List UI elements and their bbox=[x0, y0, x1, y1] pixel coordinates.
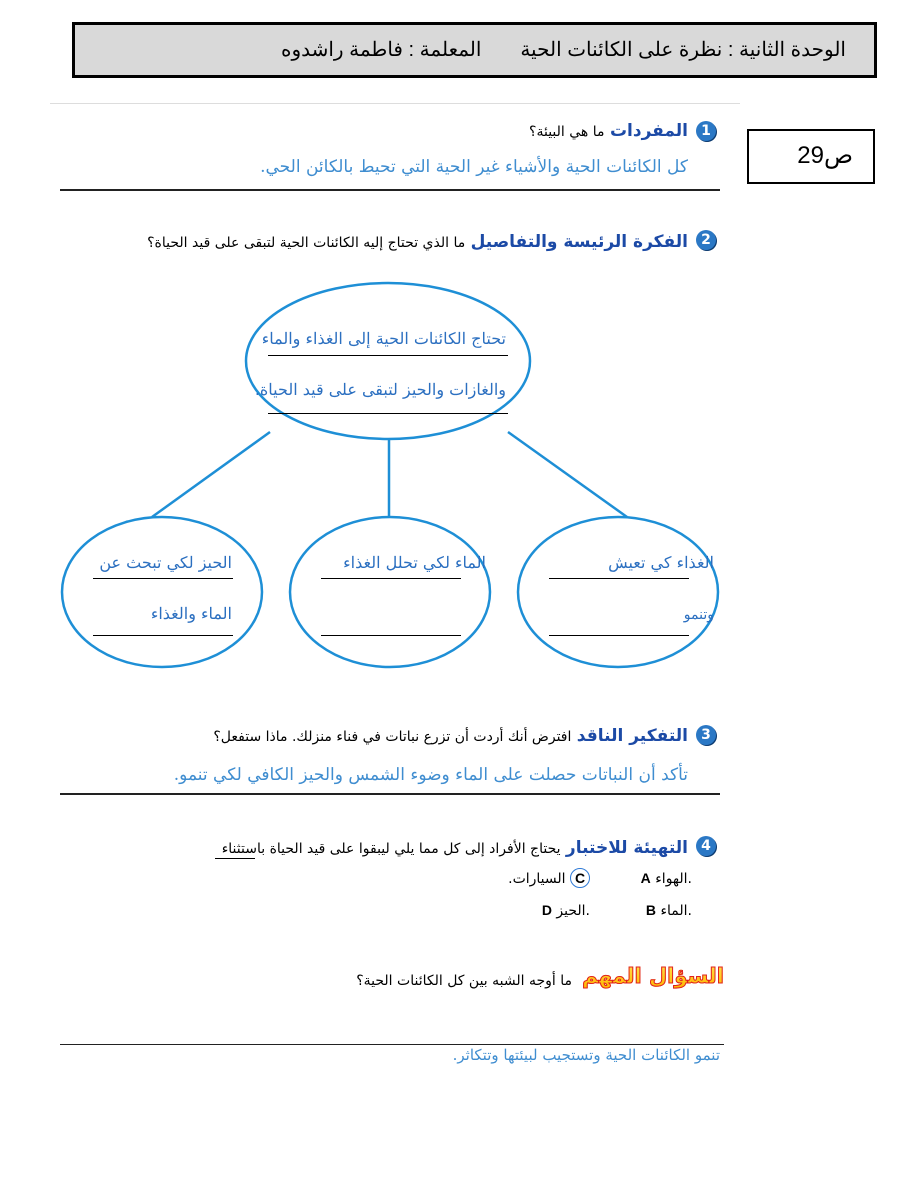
test-prep-question: يحتاج الأفراد إلى كل مما يلي ليبقوا على قيد الحياة باستثناء bbox=[221, 841, 561, 857]
test-prep-heading bbox=[222, 838, 688, 858]
middle-oval bbox=[290, 517, 490, 667]
option-d-letter: D bbox=[541, 902, 552, 918]
section-2-number-icon: 2 bbox=[696, 230, 716, 250]
essential-answer-line bbox=[60, 1044, 724, 1045]
option-a[interactable] bbox=[641, 870, 692, 887]
middle-oval-line1: الماء لكي تحلل الغذاء bbox=[343, 553, 486, 572]
essential-answer: تنمو الكائنات الحية وتستجيب لبيئتها وتتكاثر. bbox=[452, 1046, 720, 1064]
section-3-number-icon: 3 bbox=[696, 725, 716, 745]
section-4-number-icon: 4 bbox=[696, 836, 716, 856]
left-oval-underline-2 bbox=[93, 635, 233, 636]
middle-oval-underline-2 bbox=[321, 635, 461, 636]
top-oval-line2: والغازات والحيز لتبقى على قيد الحياة. bbox=[254, 380, 506, 399]
critical-answer-line bbox=[60, 793, 720, 795]
option-d[interactable] bbox=[542, 902, 590, 919]
critical-answer: تأكد أن النباتات حصلت على الماء وضوء الشمس والحيز الكافي لكي تنمو. bbox=[173, 765, 688, 785]
option-b-text: الماء. bbox=[660, 903, 692, 919]
option-c-text: السيارات. bbox=[508, 871, 566, 887]
essential-question-label: السؤال المهم bbox=[582, 964, 724, 988]
option-b-letter: B bbox=[645, 902, 656, 918]
right-oval-line2: وتنمو bbox=[683, 607, 714, 623]
right-oval-line1: الغذاء كي تعيش bbox=[608, 553, 714, 572]
right-oval bbox=[518, 517, 718, 667]
left-oval-line1: الحيز لكي تبحث عن bbox=[99, 553, 232, 572]
top-oval bbox=[246, 283, 530, 439]
middle-oval-underline-1 bbox=[321, 578, 461, 579]
vocab-answer: كل الكائنات الحية والأشياء غير الحية التي تحيط بالكائن الحي. bbox=[260, 157, 688, 177]
vocab-title: المفردات bbox=[609, 121, 688, 141]
left-oval-line2: الماء والغذاء bbox=[150, 604, 232, 623]
essential-question: ما أوجه الشبه بين كل الكائنات الحية؟ bbox=[356, 973, 572, 989]
top-oval-line1: تحتاج الكائنات الحية إلى الغذاء والماء bbox=[261, 329, 506, 348]
test-prep-title: التهيئة للاختبار bbox=[565, 838, 688, 858]
left-oval bbox=[62, 517, 262, 667]
option-b[interactable] bbox=[646, 902, 692, 919]
option-a-letter: A bbox=[640, 870, 651, 886]
unit-title: الوحدة الثانية : نظرة على الكائنات الحية المعلمة : فاطمة راشدوه bbox=[280, 39, 846, 61]
option-c[interactable] bbox=[508, 868, 590, 888]
option-d-text: الحيز. bbox=[556, 903, 590, 919]
main-idea-title: الفكرة الرئيسة والتفاصيل bbox=[470, 232, 688, 252]
page-number: ص29 bbox=[797, 142, 853, 169]
right-oval-underline-1 bbox=[549, 578, 689, 579]
section-1-number-icon: 1 bbox=[696, 121, 716, 141]
top-oval-underline-2 bbox=[268, 413, 508, 414]
option-a-text: الهواء. bbox=[655, 871, 692, 887]
left-oval-underline-1 bbox=[93, 578, 233, 579]
except-underline bbox=[215, 858, 255, 859]
critical-question: افترض أنك أردت أن تزرع نباتات في فناء منزلك. ماذا ستفعل؟ bbox=[213, 729, 572, 745]
main-idea-question: ما الذي تحتاج إليه الكائنات الحية لتبقى على قيد الحياة؟ bbox=[147, 235, 466, 251]
right-oval-underline-2 bbox=[549, 635, 689, 636]
connector-left bbox=[152, 432, 270, 517]
top-oval-underline-1 bbox=[268, 355, 508, 356]
vocab-question: ما هي البيئة؟ bbox=[529, 124, 605, 140]
connector-right bbox=[508, 432, 627, 517]
critical-title: التفكير الناقد bbox=[576, 726, 688, 746]
option-c-selected-circle: C bbox=[570, 868, 590, 888]
critical-heading bbox=[213, 726, 688, 746]
